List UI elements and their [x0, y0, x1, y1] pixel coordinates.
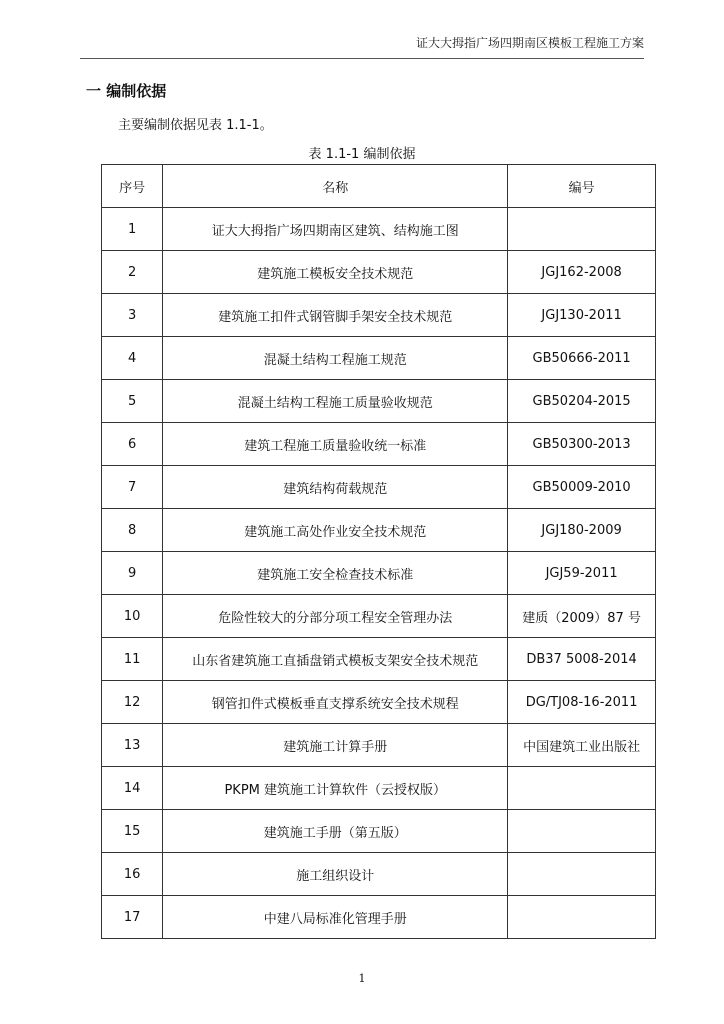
cell-no: 6 [102, 423, 163, 466]
header-divider [80, 58, 644, 59]
cell-no: 8 [102, 509, 163, 552]
table-row [102, 251, 656, 294]
table-row [102, 681, 656, 724]
page-header: 证大大拇指广场四期南区模板工程施工方案 [415, 36, 644, 50]
cell-name: 危险性较大的分部分项工程安全管理办法 [163, 595, 508, 638]
header-cell-name: 名称 [163, 165, 508, 208]
cell-code: JGJ59-2011 [508, 552, 656, 595]
cell-code: DB37 5008-2014 [508, 638, 656, 681]
table-row [102, 423, 656, 466]
cell-no: 14 [102, 767, 163, 810]
cell-code: GB50009-2010 [508, 466, 656, 509]
cell-no: 1 [102, 208, 163, 251]
cell-code: DG/TJ08-16-2011 [508, 681, 656, 724]
cell-name: 建筑施工高处作业安全技术规范 [163, 509, 508, 552]
basis-table [101, 164, 656, 939]
cell-code [508, 810, 656, 853]
cell-name: 证大大拇指广场四期南区建筑、结构施工图 [163, 208, 508, 251]
table-row [102, 509, 656, 552]
cell-no: 17 [102, 896, 163, 939]
cell-no: 11 [102, 638, 163, 681]
table-row [102, 294, 656, 337]
cell-no: 7 [102, 466, 163, 509]
table-row [102, 896, 656, 939]
table-row [102, 595, 656, 638]
cell-name: 山东省建筑施工直插盘销式模板支架安全技术规范 [163, 638, 508, 681]
cell-name: 建筑施工手册（第五版） [163, 810, 508, 853]
table-row [102, 638, 656, 681]
cell-no: 9 [102, 552, 163, 595]
table-row [102, 767, 656, 810]
cell-no: 5 [102, 380, 163, 423]
cell-code [508, 853, 656, 896]
cell-name: 建筑施工安全检查技术标准 [163, 552, 508, 595]
table-row [102, 466, 656, 509]
page-number: 1 [358, 972, 366, 985]
cell-no: 4 [102, 337, 163, 380]
cell-name: 混凝土结构工程施工质量验收规范 [163, 380, 508, 423]
intro-paragraph: 主要编制依据见表 1.1-1。 [118, 118, 273, 133]
table-row [102, 380, 656, 423]
table-row [102, 724, 656, 767]
cell-code: JGJ162-2008 [508, 251, 656, 294]
cell-no: 15 [102, 810, 163, 853]
cell-name: 建筑施工计算手册 [163, 724, 508, 767]
cell-code: JGJ130-2011 [508, 294, 656, 337]
cell-name: 混凝土结构工程施工规范 [163, 337, 508, 380]
header-cell-code: 编号 [508, 165, 656, 208]
cell-name: 施工组织设计 [163, 853, 508, 896]
cell-code: 建质（2009）87 号 [508, 595, 656, 638]
cell-no: 12 [102, 681, 163, 724]
table-row [102, 810, 656, 853]
cell-no: 2 [102, 251, 163, 294]
cell-code: GB50300-2013 [508, 423, 656, 466]
cell-name: 钢管扣件式模板垂直支撑系统安全技术规程 [163, 681, 508, 724]
cell-code: 中国建筑工业出版社 [508, 724, 656, 767]
cell-name: 建筑结构荷载规范 [163, 466, 508, 509]
cell-name: 建筑施工扣件式钢管脚手架安全技术规范 [163, 294, 508, 337]
table-row [102, 337, 656, 380]
header-cell-no: 序号 [102, 165, 163, 208]
table-header-row [102, 165, 656, 208]
cell-no: 13 [102, 724, 163, 767]
cell-name: 中建八局标准化管理手册 [163, 896, 508, 939]
cell-no: 3 [102, 294, 163, 337]
cell-code [508, 767, 656, 810]
section-heading: 一 编制依据 [86, 82, 167, 100]
table-body [102, 208, 656, 939]
cell-code: GB50666-2011 [508, 337, 656, 380]
cell-code [508, 896, 656, 939]
cell-code [508, 208, 656, 251]
cell-name: 建筑工程施工质量验收统一标准 [163, 423, 508, 466]
cell-name: 建筑施工模板安全技术规范 [163, 251, 508, 294]
cell-no: 16 [102, 853, 163, 896]
cell-no: 10 [102, 595, 163, 638]
cell-code: JGJ180-2009 [508, 509, 656, 552]
table-row [102, 208, 656, 251]
table-row [102, 552, 656, 595]
table-row [102, 853, 656, 896]
table-caption: 表 1.1-1 编制依据 [308, 147, 416, 162]
cell-code: GB50204-2015 [508, 380, 656, 423]
cell-name: PKPM 建筑施工计算软件（云授权版） [163, 767, 508, 810]
